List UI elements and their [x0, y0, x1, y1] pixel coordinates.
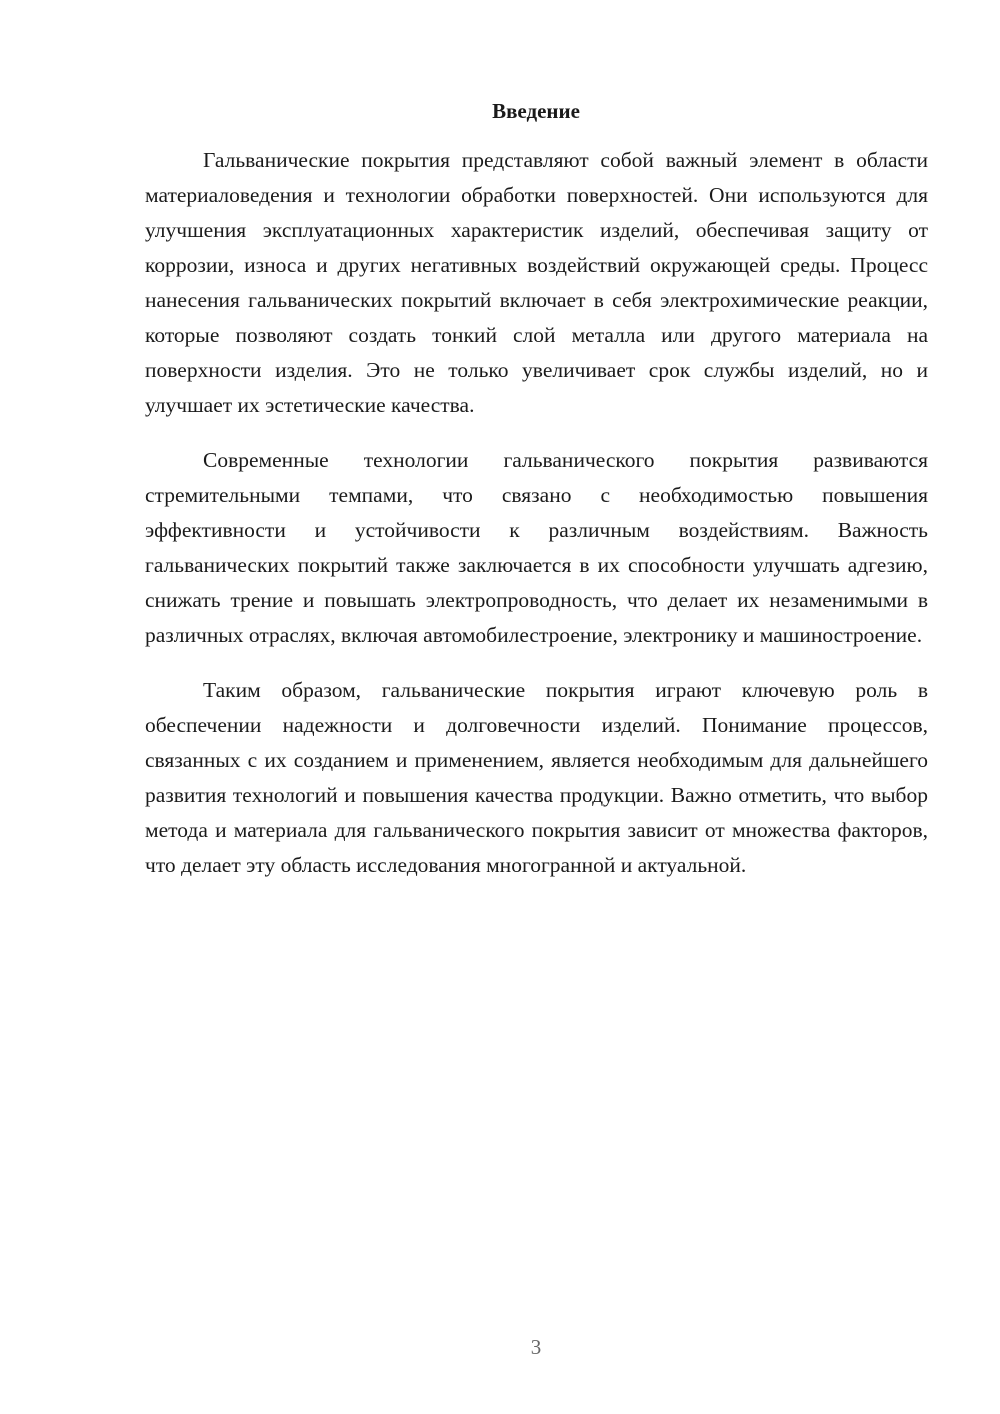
section-heading: Введение [492, 99, 580, 123]
paragraph-3: Таким образом, гальванические покрытия играют ключевую роль в обеспечении надежности и долговечности изделий. Понимание процессов, связанных с их созданием и применением, является необходимым для дальнейшего развития технологий и повышения качества продукции. Важно отметить, что выбор метода и материала для гальванического покрытия зависит от множества факторов, что делает эту область исследования многогранной и актуальной. [145, 678, 928, 877]
page-number: 3 [530, 1335, 542, 1359]
body-text [145, 143, 928, 903]
paragraph-1: Гальванические покрытия представляют собой важный элемент в области материаловедения и технологии обработки поверхностей. Они используются для улучшения эксплуатационных характеристик изделий, обеспечивая защиту от коррозии, износа и других негативных воздействий окружающей среды. Процесс нанесения гальванических покрытий включает в себя электрохимические реакции, которые позволяют создать тонкий слой металла или другого материала на поверхности изделия. Это не только увеличивает срок службы изделий, но и улучшает их эстетические качества. [145, 148, 928, 417]
paragraph-2: Современные технологии гальванического покрытия развиваются стремительными темпами, что связано с необходимостью повышения эффективности и устойчивости к различным воздействиям. Важность гальванических покрытий также заключается в их способности улучшать адгезию, снижать трение и повышать электропроводность, что делает их незаменимыми в различных отраслях, включая автомобилестроение, электронику и машиностроение. [145, 448, 928, 647]
